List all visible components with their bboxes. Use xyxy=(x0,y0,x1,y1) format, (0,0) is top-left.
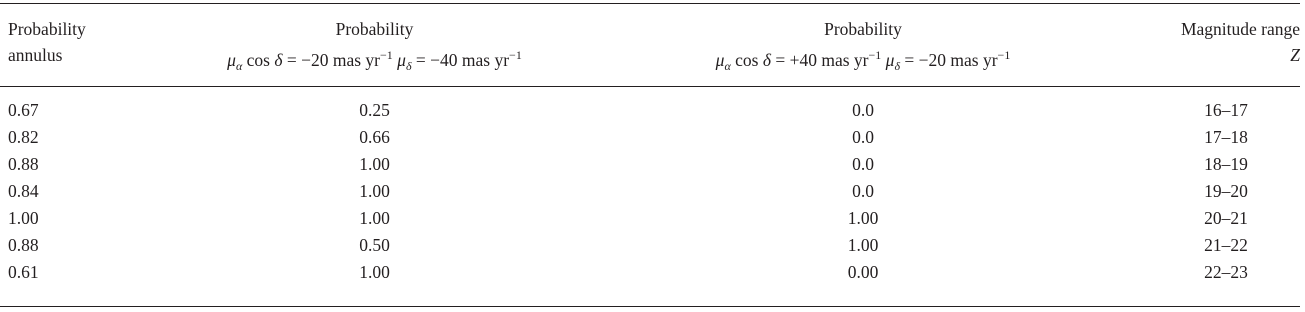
cell-annulus: 0.61 xyxy=(8,262,39,282)
header-pm2-condition: $\mu_\alpha$ cos δ = +40 mas $yr^{-1}$ $\mu_\delta = -20$ mas $yr^{-1}$ xyxy=(715,48,1011,73)
header-pm1-condition: $\mu_\alpha$ cos δ = −20 mas $yr^{-1}$ $\mu_\delta = -40$ mas $yr^{-1}$ xyxy=(227,48,522,73)
cell-prob-pm2: 0.0 xyxy=(852,100,874,120)
top-rule xyxy=(0,3,1300,4)
cell-magnitude: 18–19 xyxy=(1204,154,1248,174)
table-row xyxy=(0,232,1305,256)
cell-prob-pm1: 1.00 xyxy=(359,208,390,228)
table-row xyxy=(0,124,1305,148)
table-row xyxy=(0,178,1305,202)
cell-annulus: 0.84 xyxy=(8,181,39,201)
table-row xyxy=(0,259,1305,283)
cell-annulus: 1.00 xyxy=(8,208,39,228)
cell-prob-pm1: 0.50 xyxy=(359,235,390,255)
cell-prob-pm1: 0.25 xyxy=(359,100,390,120)
header-probability-pm1: Probability $\mu_\alpha$ cos δ = −20 mas $yr^{-1}$ $\mu_\delta = -40$ mas $yr^{-1}$ xyxy=(132,16,617,68)
table-row xyxy=(0,97,1305,121)
cell-annulus: 0.88 xyxy=(8,235,39,255)
cell-prob-pm2: 0.0 xyxy=(852,127,874,147)
cell-magnitude: 22–23 xyxy=(1204,262,1248,282)
header-probability-pm2: Probability $\mu_\alpha$ cos δ = +40 mas $yr^{-1}$ $\mu_\delta = -20$ mas $yr^{-1}$ xyxy=(622,16,1104,68)
cell-annulus: 0.88 xyxy=(8,154,39,174)
cell-annulus: 0.82 xyxy=(8,127,39,147)
cell-prob-pm1: 0.66 xyxy=(359,127,390,147)
header-magnitude-range: Magnitude range Z xyxy=(1180,19,1300,65)
table-row xyxy=(0,205,1305,229)
cell-magnitude: 21–22 xyxy=(1204,235,1248,255)
cell-prob-pm1: 1.00 xyxy=(359,262,390,282)
header-rule xyxy=(0,86,1300,87)
cell-magnitude: 16–17 xyxy=(1204,100,1248,120)
cell-prob-pm2: 0.0 xyxy=(852,154,874,174)
cell-prob-pm2: 0.00 xyxy=(847,262,879,282)
cell-prob-pm1: 1.00 xyxy=(359,181,390,201)
cell-magnitude: 20–21 xyxy=(1204,208,1248,228)
cell-prob-pm2: 1.00 xyxy=(847,208,879,228)
cell-magnitude: 19–20 xyxy=(1204,181,1248,201)
cell-magnitude: 17–18 xyxy=(1204,127,1248,147)
header-probability-annulus: Probability annulus xyxy=(8,19,86,65)
bottom-rule xyxy=(0,306,1300,307)
cell-prob-pm2: 1.00 xyxy=(847,235,879,255)
cell-prob-pm1: 1.00 xyxy=(359,154,390,174)
cell-prob-pm2: 0.0 xyxy=(852,181,874,201)
table-row xyxy=(0,151,1305,175)
cell-annulus: 0.67 xyxy=(8,100,39,120)
